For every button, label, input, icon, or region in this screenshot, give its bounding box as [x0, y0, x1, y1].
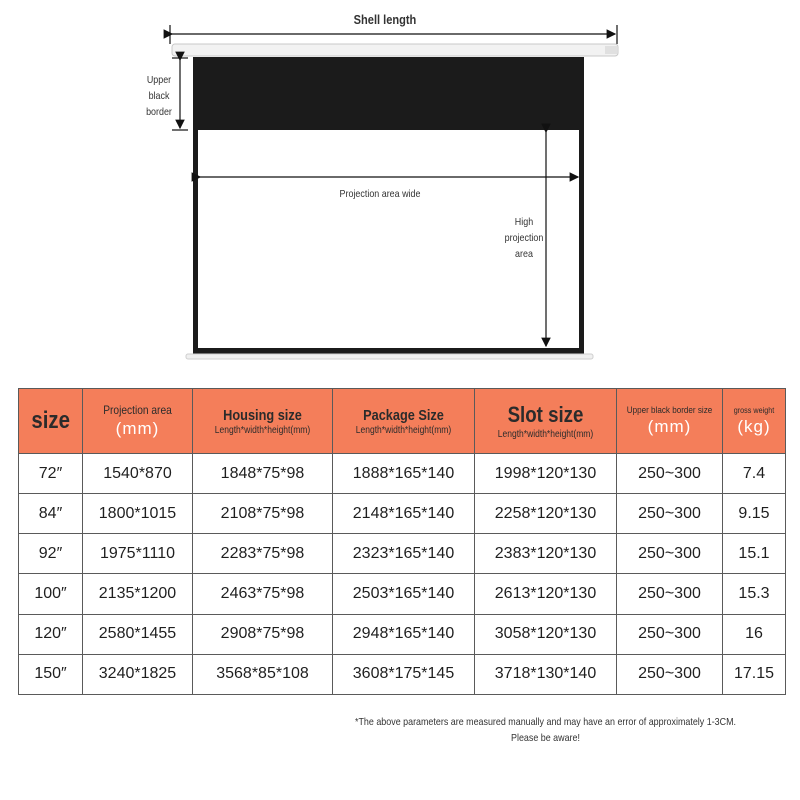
cell-upper-border: 250~300	[617, 654, 723, 694]
cell-size: 120″	[19, 614, 83, 654]
header-package-text: Package Size	[363, 406, 444, 424]
cell-upper-border: 250~300	[617, 494, 723, 534]
cell-slot: 2613*120*130	[475, 574, 617, 614]
header-upper-border	[617, 389, 723, 454]
cell-housing: 1848*75*98	[193, 454, 333, 494]
cell-weight: 7.4	[723, 454, 786, 494]
header-upper-border-text: Upper black border size	[626, 405, 713, 415]
spec-table	[18, 388, 786, 695]
cell-slot: 2383*120*130	[475, 534, 617, 574]
cell-housing: 2908*75*98	[193, 614, 333, 654]
cell-weight: 17.15	[723, 654, 786, 694]
upper-border-line-2: black	[148, 90, 170, 102]
cell-housing: 3568*85*108	[193, 654, 333, 694]
screen-drawing	[0, 0, 800, 370]
upper-border-label	[139, 72, 178, 120]
cell-upper-border: 250~300	[617, 534, 723, 574]
table-row	[19, 534, 786, 574]
cell-slot: 3058*120*130	[475, 614, 617, 654]
cell-size: 150″	[19, 654, 83, 694]
cell-slot: 3718*130*140	[475, 654, 617, 694]
cell-upper-border: 250~300	[617, 614, 723, 654]
upper-border-line-3: border	[146, 106, 172, 118]
screen-housing	[172, 44, 618, 56]
header-housing-size	[193, 389, 333, 454]
table-row	[19, 574, 786, 614]
cell-housing: 2283*75*98	[193, 534, 333, 574]
cell-package: 2948*165*140	[333, 614, 475, 654]
cell-package: 2503*165*140	[333, 574, 475, 614]
high-area-line-3: area	[515, 248, 533, 260]
header-gross-weight	[723, 389, 786, 454]
table-row	[19, 614, 786, 654]
cell-projection: 1975*1110	[83, 534, 193, 574]
cell-weight: 15.1	[723, 534, 786, 574]
header-housing-sub: Length*width*height(mm)	[214, 424, 311, 436]
cell-projection: 3240*1825	[83, 654, 193, 694]
cell-slot: 1998*120*130	[475, 454, 617, 494]
header-weight-unit: (kg)	[737, 416, 771, 436]
housing-endcap	[605, 46, 617, 54]
cell-size: 84″	[19, 494, 83, 534]
header-projection-unit: (mm)	[115, 419, 160, 438]
cell-projection: 1540*870	[83, 454, 193, 494]
table-header-row	[19, 389, 786, 454]
cell-package: 3608*175*145	[333, 654, 475, 694]
high-area-line-1: High	[514, 216, 534, 228]
cell-weight: 16	[723, 614, 786, 654]
projection-height-label	[499, 214, 550, 262]
header-slot-sub: Length*width*height(mm)	[497, 429, 594, 440]
table-row	[19, 454, 786, 494]
bottom-weight-bar	[186, 354, 593, 359]
footnote: *The above parameters are measured manually and may have an error of approximately 1-3CM. Please be aware!	[355, 716, 736, 744]
header-housing-text: Housing size	[223, 406, 302, 424]
cell-upper-border: 250~300	[617, 574, 723, 614]
cell-package: 1888*165*140	[333, 454, 475, 494]
projection-width-label: Projection area wide	[339, 188, 421, 200]
cell-projection: 2135*1200	[83, 574, 193, 614]
screen-diagram	[0, 0, 800, 370]
cell-size: 92″	[19, 534, 83, 574]
header-size	[19, 389, 83, 454]
cell-weight: 15.3	[723, 574, 786, 614]
header-size-text: size	[31, 407, 70, 434]
header-weight-text: gross weight	[733, 405, 775, 415]
shell-length-label: Shell length	[353, 12, 417, 27]
cell-slot: 2258*120*130	[475, 494, 617, 534]
cell-package: 2323*165*140	[333, 534, 475, 574]
header-projection-area	[83, 389, 193, 454]
upper-border-line-1: Upper	[146, 74, 172, 86]
cell-size: 72″	[19, 454, 83, 494]
header-upper-border-unit: (mm)	[647, 417, 692, 436]
cell-package: 2148*165*140	[333, 494, 475, 534]
header-projection-text: Projection area	[103, 403, 172, 417]
cell-housing: 2108*75*98	[193, 494, 333, 534]
cell-projection: 1800*1015	[83, 494, 193, 534]
cell-upper-border: 250~300	[617, 454, 723, 494]
high-area-line-2: projection	[504, 232, 544, 244]
cell-projection: 2580*1455	[83, 614, 193, 654]
header-package-size	[333, 389, 475, 454]
header-package-sub: Length*width*height(mm)	[355, 424, 452, 436]
header-slot-text: Slot size	[507, 402, 584, 427]
cell-size: 100″	[19, 574, 83, 614]
cell-weight: 9.15	[723, 494, 786, 534]
cell-housing: 2463*75*98	[193, 574, 333, 614]
header-slot-size	[475, 389, 617, 454]
table-row	[19, 654, 786, 694]
table-row	[19, 494, 786, 534]
